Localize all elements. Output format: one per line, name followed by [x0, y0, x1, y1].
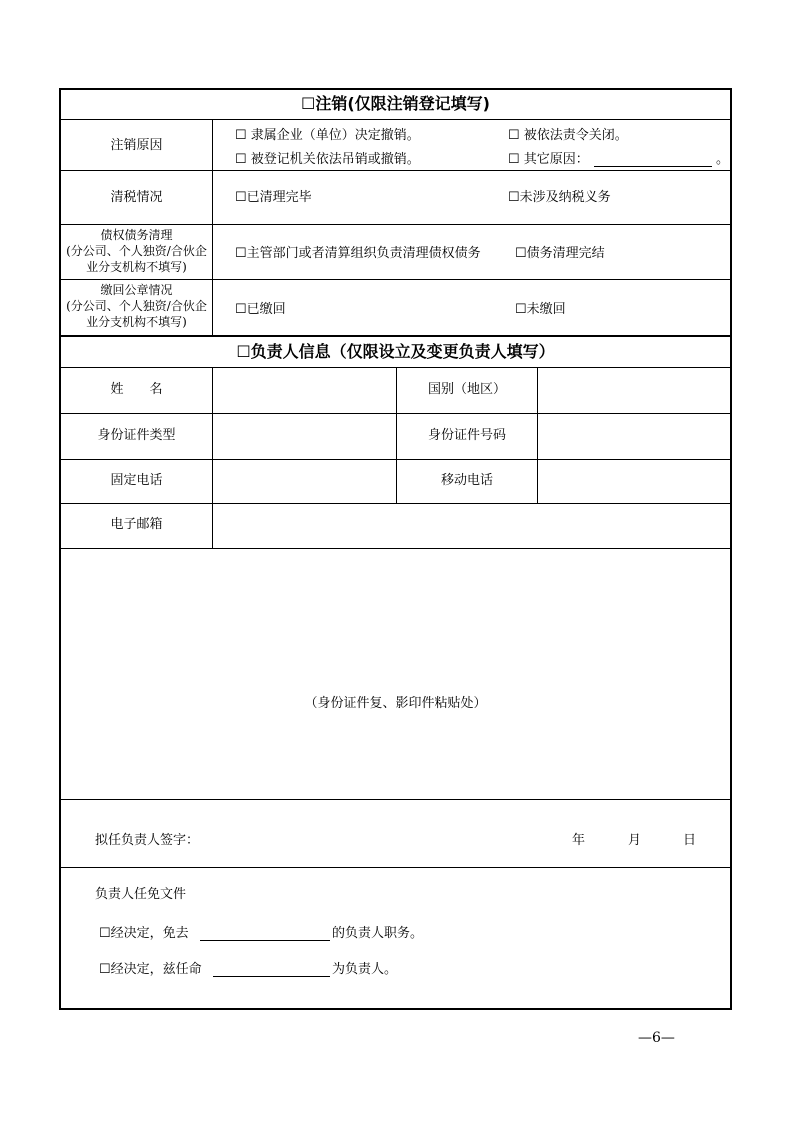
page-number: —6—: [638, 1030, 675, 1046]
reason-option-license-revoked[interactable]: ☐ 被登记机关依法吊销或撤销。: [235, 152, 420, 167]
dismissal-name-field[interactable]: [200, 940, 330, 941]
date-month-label: 月: [628, 833, 642, 848]
signature-label: 拟任负责人签字：: [95, 833, 200, 848]
name-label: 姓 名: [110, 382, 163, 397]
date-day-label: 日: [683, 833, 697, 848]
dismissal-checkbox-text[interactable]: ☐经决定，免去: [99, 926, 189, 941]
other-reason-period: 。: [716, 152, 730, 167]
appointment-checkbox-text[interactable]: ☐经决定，兹任命: [99, 962, 202, 977]
divider: [61, 335, 730, 337]
id-number-label: 身份证件号码: [427, 428, 506, 443]
landline-label: 固定电话: [110, 473, 163, 488]
registration-form-sheet: [59, 88, 732, 1010]
debt-option-authority-clears[interactable]: ☐主管部门或者清算组织负责清理债权债务: [235, 246, 481, 261]
cancel-section-title: ☐注销(仅限注销登记填写): [301, 94, 490, 113]
landline-field[interactable]: [213, 460, 396, 503]
appointee-name-field[interactable]: [213, 976, 330, 977]
debt-clearing-label-line3: 业分支机构不填写): [86, 260, 187, 274]
seal-return-label-line1: 缴回公章情况: [100, 283, 173, 297]
id-number-field[interactable]: [538, 414, 730, 459]
date-year-label: 年: [572, 833, 586, 848]
id-type-label: 身份证件类型: [97, 428, 176, 443]
tax-option-not-involved[interactable]: ☐未涉及纳税义务: [508, 190, 611, 205]
debt-clearing-label-line1: 债权债务清理: [100, 228, 173, 242]
appointment-suffix: 为负责人。: [332, 962, 398, 977]
divider: [61, 867, 730, 868]
other-reason-field[interactable]: [594, 166, 712, 167]
mobile-field[interactable]: [538, 460, 730, 503]
divider: [61, 799, 730, 800]
person-section-title: ☐负责人信息（仅限设立及变更负责人填写）: [236, 342, 555, 361]
seal-option-not-returned[interactable]: ☐未缴回: [515, 302, 566, 317]
name-field[interactable]: [213, 368, 396, 413]
email-label: 电子邮箱: [110, 517, 163, 532]
divider: [61, 224, 730, 225]
column-divider: [212, 119, 213, 335]
divider: [61, 170, 730, 171]
divider: [61, 548, 730, 549]
appointment-doc-title: 负责人任免文件: [95, 887, 187, 902]
tax-option-cleared[interactable]: ☐已清理完毕: [235, 190, 312, 205]
reason-option-ordered-closed[interactable]: ☐ 被依法责令关闭。: [508, 128, 628, 143]
reason-option-other[interactable]: ☐ 其它原因：: [508, 152, 589, 167]
seal-return-label-line2: (分公司、个人独资/合伙企: [66, 299, 207, 313]
debt-clearing-label-line2: (分公司、个人独资/合伙企: [66, 244, 207, 258]
id-type-field[interactable]: [213, 414, 396, 459]
debt-option-cleared[interactable]: ☐债务清理完结: [515, 246, 605, 261]
divider: [61, 279, 730, 280]
seal-option-returned[interactable]: ☐已缴回: [235, 302, 286, 317]
cancel-reason-label: 注销原因: [110, 138, 163, 153]
country-field[interactable]: [538, 368, 730, 413]
dismissal-suffix: 的负责人职务。: [332, 926, 424, 941]
country-label: 国别（地区）: [427, 382, 506, 397]
mobile-label: 移动电话: [440, 473, 493, 488]
id-copy-paste-area: （身份证件复、影印件粘贴处）: [304, 696, 487, 711]
tax-status-label: 清税情况: [110, 190, 163, 205]
reason-option-revoked-by-parent[interactable]: ☐ 隶属企业（单位）决定撤销。: [235, 128, 420, 143]
email-field[interactable]: [213, 504, 730, 548]
divider: [61, 119, 730, 120]
seal-return-label-line3: 业分支机构不填写): [86, 315, 187, 329]
